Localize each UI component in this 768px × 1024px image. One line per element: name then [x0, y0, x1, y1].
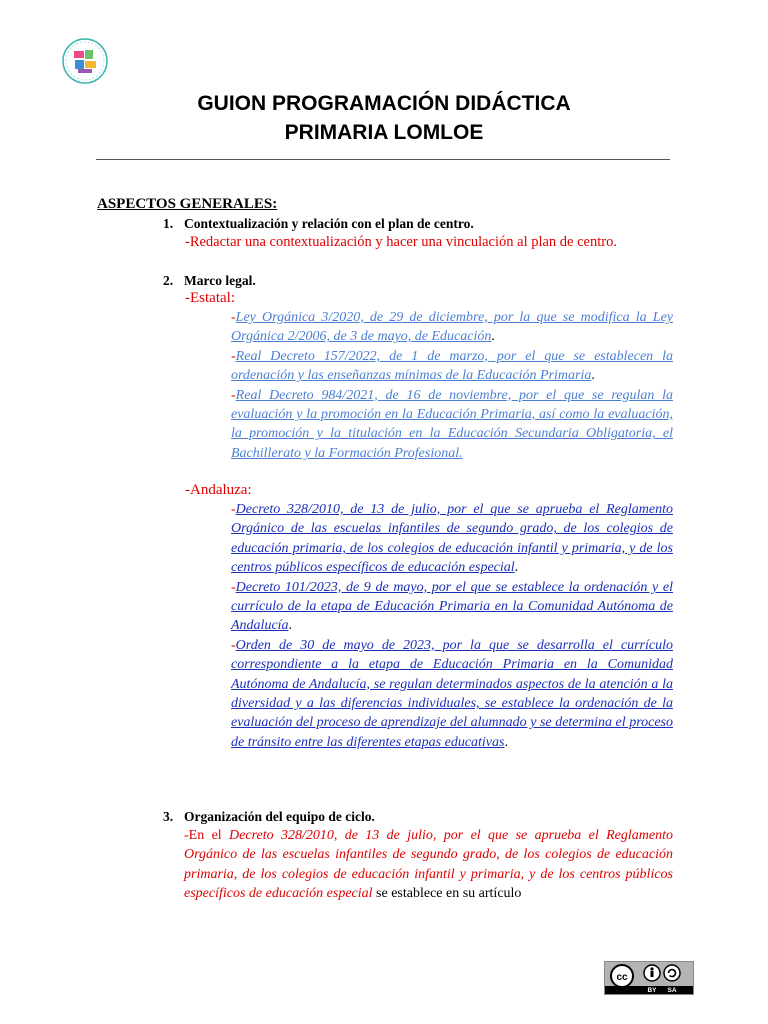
- orden-30-mayo-link[interactable]: Orden de 30 de mayo de 2023, por la que se desarrolla el currículo correspondiente a la etapa de Educación Primaria en la Comunidad Autónoma de Andalucía, se regulan determinados aspectos de la atención a la diversidad y a las diferencias individuales, se establece la ordenación de la evaluación del proceso de aprendizaje del alumnado y se determina el proceso de tránsito entre las diferentes etapas educativas: [231, 637, 673, 750]
- real-decreto-984-link[interactable]: Real Decreto 984/2021, de 16 de noviembre, por el que se regulan la evaluación y la promoción en la Educación Primaria, así como la evaluación, la promoción y la titulación en la Educación Secundaria Obligatoria, el Bachillerato y la Formación Profesional.: [231, 387, 673, 461]
- real-decreto-157-link[interactable]: Real Decreto 157/2022, de 1 de marzo, por el que se establecen la ordenación y las enseñanzas mínimas de la Educación Primaria: [231, 348, 673, 384]
- item-1-heading: Contextualización y relación con el plan de centro.: [184, 216, 474, 231]
- item-2-heading: Marco legal.: [184, 273, 256, 288]
- estatal-ref-1: -Ley Orgánica 3/2020, de 29 de diciembre, por la que se modifica la Ley Orgánica 2/2006, de 3 de mayo, de Educación.: [231, 310, 673, 345]
- title-divider: [96, 159, 670, 160]
- decreto-101-link[interactable]: Decreto 101/2023, de 9 de mayo, por el que se establece la ordenación y el currículo de la etapa de Educación Primaria en la Comunidad Autónoma de Andalucía: [231, 579, 673, 634]
- item-1-number: 1.: [163, 216, 174, 231]
- item-2-number: 2.: [163, 273, 174, 288]
- svg-text:BY: BY: [647, 987, 657, 994]
- logo-icon: [61, 37, 109, 85]
- cc-license-icon: [604, 961, 694, 995]
- andaluza-ref-1: -Decreto 328/2010, de 13 de julio, por el que se aprueba el Reglamento Orgánico de las escuelas infantiles de segundo grado, de los colegios de educación primaria, de los colegios de educación infantil y primaria, y de los centros públicos específicos de educación especial.: [231, 502, 673, 576]
- item-3-number: 3.: [163, 809, 174, 824]
- andaluza-refs: [231, 500, 673, 752]
- andaluza-ref-3: -Orden de 30 de mayo de 2023, por la que se desarrolla el currículo correspondiente a la etapa de Educación Primaria en la Comunidad Autónoma de Andalucía, se regulan determinados aspectos de la atención a la diversidad y a las diferencias individuales, se establece la ordenación de la evaluación del proceso de aprendizaje del alumnado y se determina el proceso de tránsito entre las diferentes etapas educativas.: [231, 637, 673, 750]
- item-3-heading: Organización del equipo de ciclo.: [184, 809, 375, 824]
- page-title-line1: GUION PROGRAMACIÓN DIDÁCTICA: [197, 92, 571, 115]
- estatal-ref-3: -Real Decreto 984/2021, de 16 de noviembre, por el que se regulan la evaluación y la promoción en la Educación Primaria, así como la evaluación, la promoción y la titulación en la Educación Secundaria Obligatoria, el Bachillerato y la Formación Profesional.: [231, 387, 673, 461]
- estatal-ref-2: -Real Decreto 157/2022, de 1 de marzo, por el que se establecen la ordenación y las enseñanzas mínimas de la Educación Primaria.: [231, 348, 673, 384]
- estatal-refs: [231, 308, 673, 463]
- item-3-text: -En el Decreto 328/2010, de 13 de julio, por el que se aprueba el Reglamento Orgánico de las escuelas infantiles de segundo grado, de los colegios de educación primaria, de los colegios de educación infantil y primaria, y de los centros públicos específicos de educación especial se establece en su artículo: [184, 828, 673, 902]
- ley-organica-link[interactable]: Ley Orgánica 3/2020, de 29 de diciembre, por la que se modifica la Ley Orgánica 2/2006, de 3 de mayo, de Educación: [231, 310, 673, 345]
- svg-text:SA: SA: [667, 987, 677, 994]
- decreto-328-link[interactable]: Decreto 328/2010, de 13 de julio, por el que se aprueba el Reglamento Orgánico de las escuelas infantiles de segundo grado, de los colegios de educación primaria, de los colegios de educación infantil y primaria, y de los centros públicos específicos de educación especial: [231, 502, 673, 576]
- page-title-line2: PRIMARIA LOMLOE: [284, 121, 484, 144]
- andaluza-ref-2: -Decreto 101/2023, de 9 de mayo, por el que se establece la ordenación y el currículo de la etapa de Educación Primaria en la Comunidad Autónoma de Andalucía.: [231, 579, 673, 634]
- item-1-note: -Redactar una contextualización y hacer una vinculación al plan de centro.: [185, 234, 617, 250]
- andaluza-label: -Andaluza:: [185, 482, 252, 498]
- svg-text:cc: cc: [616, 972, 628, 983]
- section-heading: ASPECTOS GENERALES:: [97, 196, 278, 212]
- estatal-label: -Estatal:: [185, 290, 235, 306]
